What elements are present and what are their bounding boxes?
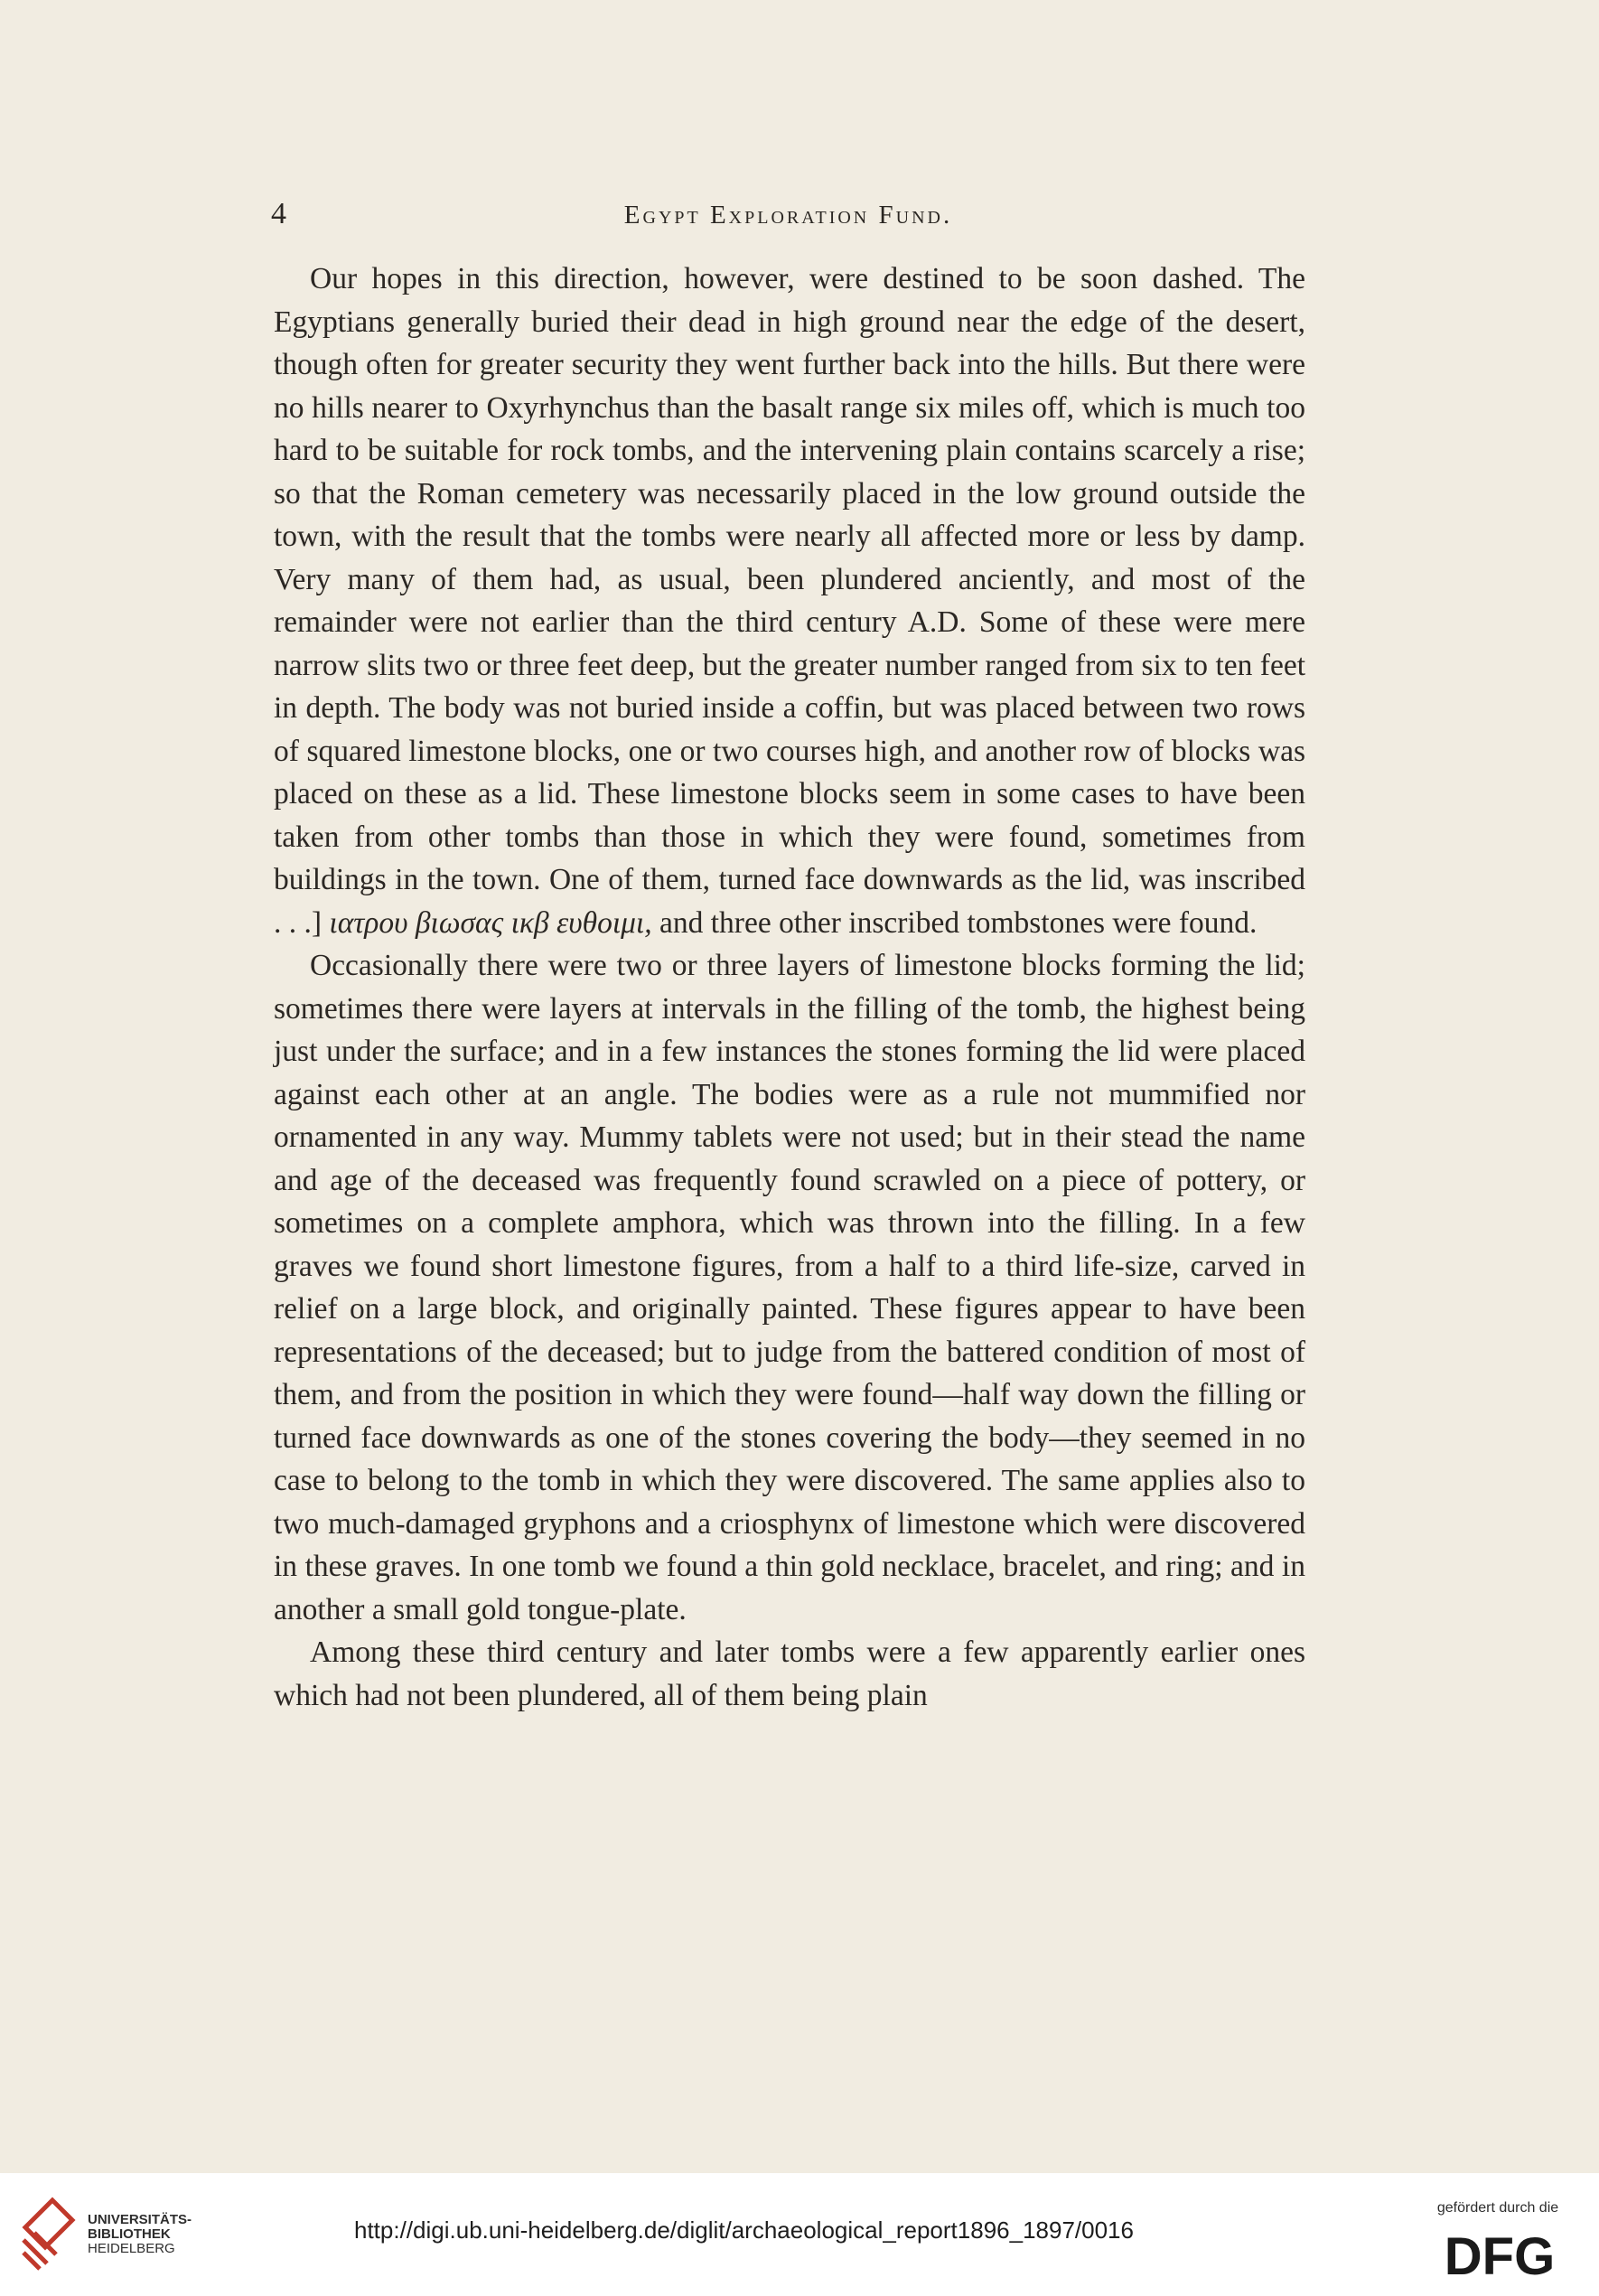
header-title: Egypt Exploration Fund. <box>623 201 953 230</box>
library-name <box>88 2213 192 2256</box>
library-logo-icon <box>20 2197 76 2276</box>
permalink-url[interactable]: http://digi.ub.uni-heidelberg.de/diglit/archaeological_report1896_1897/0016 <box>354 2216 1134 2244</box>
paragraph-1 <box>274 258 1305 944</box>
greek-inscription: ιατρου βιωσας ικβ ευθοιμι, <box>329 905 652 940</box>
library-name-line3: HEIDELBERG <box>88 2241 175 2256</box>
dfg-logo-icon <box>1420 2227 1579 2282</box>
paragraph-2: Occasionally there were two or three layers of limestone blocks forming the lid; sometimes there were layers at intervals in the filling of the tomb, the highest being just under the surface; and in a few instances the stones forming the lid were placed against each other at an angle. The bodies were as a rule not mummified nor ornamented in any way. Mummy tablets were not used; but in their stead the name and age of the deceased was frequently found scrawled on a piece of pottery, or sometimes on a complete amphora, which was thrown into the filling. In a few graves we found short limestone figures, from a half to a third life-size, carved in relief on a large block, and originally painted. These figures appear to have been representations of the deceased; but to judge from the battered condition of most of them, and from the position in which they were found—half way down the filling or turned face downwards as one of the stones covering the body—they seemed in no case to belong to the tomb in which they were discovered. The same applies also to two much-damaged gryphons and a criosphynx of limestone which were discovered in these graves. In one tomb we found a thin gold necklace, bracelet, and ring; and in another a small gold tongue-plate. <box>274 949 1305 1626</box>
paragraph-1-text: Our hopes in this direction, however, were destined to be soon dashed. The Egyptians generally buried their dead in high ground near the edge of the desert, though often for greater security they went further back into the hills. But there were no hills nearer to Oxyrhynchus than the basalt range six miles off, which is much too hard to be suitable for rock tombs, and the intervening plain contains scarcely a rise; so that the Roman cemetery was necessarily placed in the low ground outside the town, with the result that the tombs were nearly all affected more or less by damp. Very many of them had, as usual, been plundered anciently, and most of the remainder were not earlier than the third century A.D. Some of these were mere narrow slits two or three feet deep, but the greater number ranged from six to ten feet in depth. The body was not buried inside a coffin, but was placed between two rows of squared limestone blocks, one or two courses high, and another row of blocks was placed on these as a lid. These limestone blocks seem in some cases to have been taken from other tombs than those in which they were found, sometimes from buildings in the town. One of them, turned face downwards as the lid, was inscribed . . .] <box>274 262 1305 940</box>
paragraph-1-end: and three other inscribed tombstones were found. <box>659 905 1258 940</box>
running-header <box>271 197 1305 233</box>
funding-text: gefördert durch die <box>1436 2200 1559 2216</box>
paragraph-3: Among these third century and later tombs were a few apparently earlier ones which had not been plundered, all of them being plain <box>274 1635 1305 1712</box>
footer-bar <box>0 2173 1599 2296</box>
library-name-line1: UNIVERSITÄTS- <box>88 2212 192 2227</box>
library-name-line2: BIBLIOTHEK <box>88 2226 171 2242</box>
dfg-logo-text: DFG <box>1444 2227 1556 2282</box>
page-number: 4 <box>271 197 286 230</box>
body-text <box>274 258 1305 1717</box>
